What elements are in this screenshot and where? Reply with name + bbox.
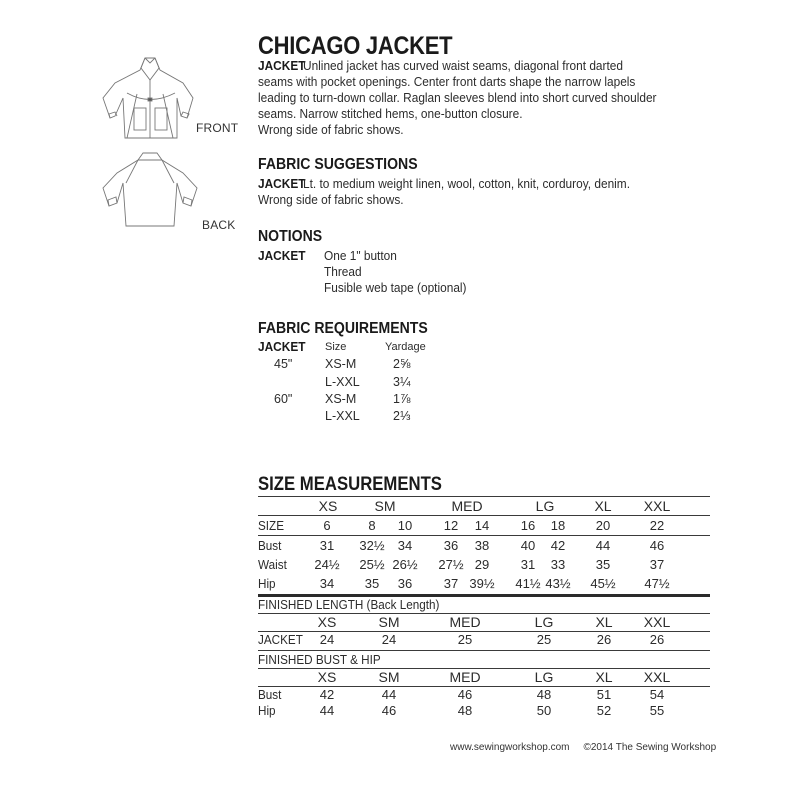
description-label: JACKET (258, 58, 306, 73)
fabric-yardage: 2⅓ (393, 409, 411, 423)
measurement-value: 27½ (438, 557, 464, 572)
size-value: 18 (550, 518, 566, 533)
measurement-value: 37 (649, 557, 665, 572)
bust-value: 42 (319, 687, 335, 702)
measurement-value: 31 (319, 538, 335, 553)
measurement-value: 45½ (590, 576, 616, 591)
size-group-header: XL (595, 669, 613, 685)
hip-value: 50 (536, 703, 552, 718)
measurement-value: 47½ (644, 576, 670, 591)
notions-heading: NOTIONS (258, 228, 323, 245)
bust-value: 44 (381, 687, 397, 702)
row-label: Hip (258, 576, 276, 591)
length-value: 24 (319, 632, 335, 647)
row-label: JACKET (258, 632, 303, 647)
measurement-value: 36 (443, 538, 459, 553)
length-value: 26 (649, 632, 665, 647)
fabric-suggestions-line: Wrong side of fabric shows. (258, 192, 404, 207)
row-label: Hip (258, 703, 276, 718)
divider (258, 496, 710, 497)
hip-value: 44 (319, 703, 335, 718)
size-value: 6 (323, 518, 331, 533)
measurement-value: 40 (520, 538, 536, 553)
copyright-text: ©2014 The Sewing Workshop (583, 742, 717, 753)
measurement-value: 31 (520, 557, 536, 572)
measurement-value: 34 (397, 538, 413, 553)
description-line: seams. Narrow stitched hems, one-button closure. (258, 106, 523, 121)
size-value: 14 (474, 518, 490, 533)
size-group-header: MED (451, 498, 483, 514)
size-value: 20 (595, 518, 611, 533)
bust-value: 46 (457, 687, 473, 702)
measurement-value: 44 (595, 538, 611, 553)
front-view-label: FRONT (196, 121, 239, 135)
size-group-header: XL (594, 498, 612, 514)
notion-item: Thread (324, 264, 362, 279)
row-label: SIZE (258, 518, 285, 533)
notions-label: JACKET (258, 248, 306, 263)
jacket-illustrations (95, 38, 245, 238)
finished-bust-hip-heading: FINISHED BUST & HIP (258, 652, 381, 667)
size-group-header: XS (318, 498, 338, 514)
size-group-header: MED (449, 669, 481, 685)
measurement-value: 43½ (545, 576, 571, 591)
measurement-value: 29 (474, 557, 490, 572)
size-group-header: LG (534, 669, 554, 685)
length-value: 26 (596, 632, 612, 647)
size-value: 22 (649, 518, 665, 533)
fabric-suggestions-line: Lt. to medium weight linen, wool, cotton, knit, corduroy, denim. (303, 176, 630, 191)
measurement-value: 35 (595, 557, 611, 572)
size-group-header: LG (535, 498, 555, 514)
divider (258, 535, 710, 536)
finished-length-heading: FINISHED LENGTH (Back Length) (258, 597, 440, 612)
website-link[interactable]: www.sewingworkshop.com (450, 742, 570, 753)
row-label: Bust (258, 538, 282, 553)
size-group-header: XXL (643, 498, 671, 514)
bust-value: 54 (649, 687, 665, 702)
measurement-value: 39½ (469, 576, 495, 591)
hip-value: 55 (649, 703, 665, 718)
description-line: Unlined jacket has curved waist seams, diagonal front darted (303, 58, 623, 73)
measurement-value: 33 (550, 557, 566, 572)
measurement-value: 26½ (392, 557, 418, 572)
size-group-header: MED (449, 614, 481, 630)
back-view-label: BACK (202, 218, 236, 232)
size-group-header: SM (374, 498, 396, 514)
row-label: Bust (258, 687, 282, 702)
fabric-yardage: 3¼ (393, 375, 411, 389)
size-value: 10 (397, 518, 413, 533)
hip-value: 52 (596, 703, 612, 718)
size-value: 12 (443, 518, 459, 533)
size-group-header: XXL (643, 669, 671, 685)
hip-value: 46 (381, 703, 397, 718)
fabric-yardage: 1⅞ (393, 392, 411, 406)
measurement-value: 41½ (515, 576, 541, 591)
description-line: Wrong side of fabric shows. (258, 122, 404, 137)
fabric-requirements-label: JACKET (258, 339, 306, 354)
size-value: 8 (368, 518, 376, 533)
size-group-header: XS (317, 614, 337, 630)
fabric-width: 45" (274, 357, 293, 371)
size-group-header: XS (317, 669, 337, 685)
measurement-value: 36 (397, 576, 413, 591)
fabric-size: XS-M (325, 357, 357, 371)
divider (258, 650, 710, 651)
measurement-value: 35 (364, 576, 380, 591)
bust-value: 48 (536, 687, 552, 702)
fabric-suggestions-heading: FABRIC SUGGESTIONS (258, 156, 418, 173)
length-value: 25 (457, 632, 473, 647)
page-title: CHICAGO JACKET (258, 32, 453, 60)
description-line: seams with pocket openings. Center front darts shape the narrow lapels (258, 74, 636, 89)
hip-value: 48 (457, 703, 473, 718)
fabric-suggestions-text (258, 176, 713, 208)
size-group-header: XXL (643, 614, 671, 630)
measurement-value: 42 (550, 538, 566, 553)
fabric-req-yardage-header: Yardage (385, 341, 426, 353)
measurement-value: 25½ (359, 557, 385, 572)
description-line: leading to turn-down collar. Raglan sleeves blend into short curved shoulder (258, 90, 657, 105)
measurement-value: 32½ (359, 538, 385, 553)
length-value: 25 (536, 632, 552, 647)
row-label: Waist (258, 557, 287, 572)
fabric-size: XS-M (325, 392, 357, 406)
fabric-requirements-heading: FABRIC REQUIREMENTS (258, 320, 428, 337)
fabric-size: L-XXL (325, 375, 360, 389)
jacket-description (258, 58, 713, 138)
measurement-value: 37 (443, 576, 459, 591)
fabric-yardage: 2⅝ (393, 357, 411, 371)
fabric-width: 60" (274, 392, 293, 406)
divider (258, 515, 710, 516)
length-value: 24 (381, 632, 397, 647)
notion-item: Fusible web tape (optional) (324, 280, 467, 295)
bust-value: 51 (596, 687, 612, 702)
footer (450, 742, 730, 753)
measurement-value: 34 (319, 576, 335, 591)
notions-list (324, 248, 467, 296)
size-group-header: SM (378, 669, 400, 685)
size-group-header: SM (378, 614, 400, 630)
fabric-suggestions-label: JACKET (258, 176, 306, 191)
size-measurements-heading: SIZE MEASUREMENTS (258, 474, 442, 495)
fabric-req-size-header: Size (325, 341, 347, 353)
size-value: 16 (520, 518, 536, 533)
jacket-front-drawing (95, 38, 245, 238)
measurement-value: 38 (474, 538, 490, 553)
measurement-value: 24½ (314, 557, 340, 572)
fabric-size: L-XXL (325, 409, 360, 423)
size-group-header: LG (534, 614, 554, 630)
measurement-value: 46 (649, 538, 665, 553)
size-group-header: XL (595, 614, 613, 630)
notion-item: One 1" button (324, 248, 397, 263)
